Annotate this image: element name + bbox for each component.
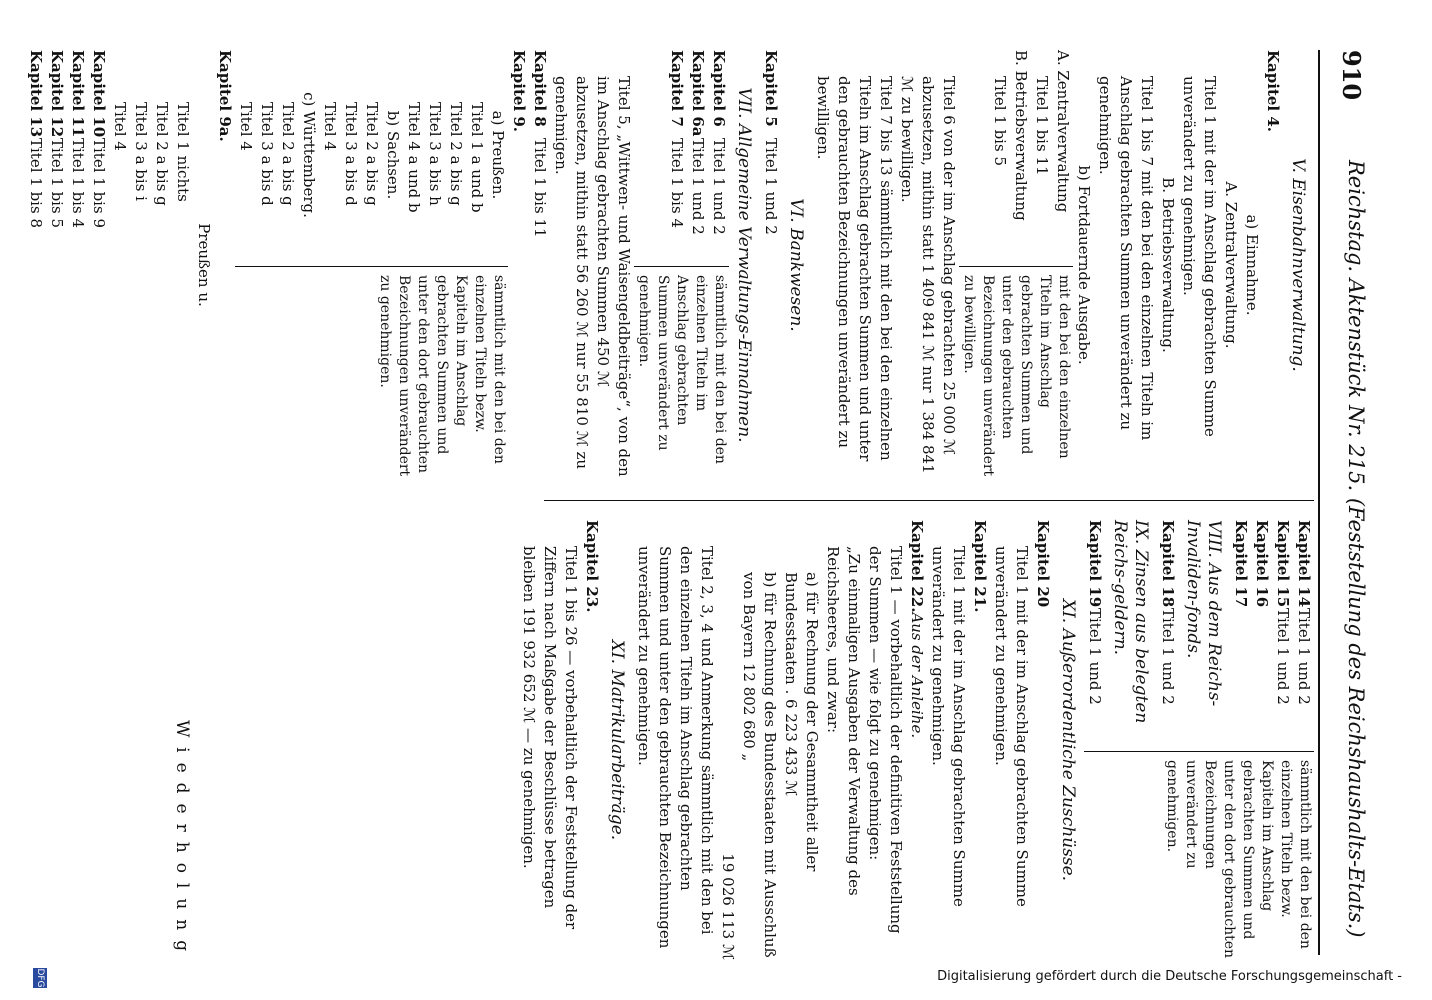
kapitel-18-label: Kapitel 18 <box>1159 520 1177 608</box>
kapitel-9a-heading: Kapitel 9a. <box>216 50 234 142</box>
kapitel-8-titel: Titel 1 bis 11 <box>531 138 549 238</box>
zentral-heading: A. Zentralverwaltung. <box>1222 181 1240 349</box>
kapitel-22-sum: 19 026 113 ℳ <box>719 853 737 960</box>
kapitel-4-heading: Kapitel 4. <box>1264 50 1282 132</box>
dfg-logo: DFG <box>35 968 45 988</box>
bracket-1-text: mit den bei den einzelnen Titeln im Anschlag gebrachten Summen und unter den gebrauchten Bezeichnungen unverändert zu bewilligen. <box>959 266 1073 480</box>
a-zentral-label: A. Zentralverwaltung <box>1054 50 1072 213</box>
kapitel-7-titel: Titel 1 bis 4 <box>668 138 686 228</box>
kapitel-6a-titel: Titel 1 und 2 <box>689 138 707 235</box>
b-betrieb-label: B. Betriebsverwaltung <box>1012 50 1030 221</box>
footer-word: Wiederholung <box>172 720 192 962</box>
kapitel-10-titel: Titel 1 bis 9 <box>90 138 108 228</box>
kapitel-22-item-a: a) für Rechnung der Gesammtheit aller Bundesstaaten . 6 223 433 ℳ <box>782 572 821 872</box>
pr-titel-4: Titel 4 <box>111 102 129 151</box>
page-number: 910 <box>1337 50 1366 101</box>
a-titel-label: Titel 1 bis 11 <box>1033 76 1051 176</box>
kapitel-22-quote: „Zu einmaligen Ausgaben der Verwaltung des Reichsheeres, und zwar: <box>824 546 863 896</box>
einnahme-heading: a) Einnahme. <box>1243 214 1261 316</box>
kapitel-5-titel: Titel 1 und 2 <box>762 138 780 235</box>
kapitel-16-label: Kapitel 16 <box>1253 520 1271 608</box>
bracket-group-1 <box>959 50 1073 480</box>
kapitel-11-label: Kapitel 11 <box>69 50 87 138</box>
kapitel-21-heading: Kapitel 21. <box>971 520 989 613</box>
section-vii-heading: VII. Allgemeine Verwaltungs-Einnahmen. <box>734 87 754 443</box>
page-header <box>1332 50 1372 950</box>
sachsen-label: b) Sachsen. <box>384 110 402 200</box>
kapitel-11-titel: Titel 1 bis 4 <box>69 138 87 228</box>
kapitel-21-text: Titel 1 mit der im Anschlag gebrachten Summe unverändert zu genehmigen. <box>929 546 968 907</box>
preussen-label: a) Preußen. <box>489 110 507 200</box>
titel-1-text: Titel 1 mit der im Anschlag gebrachten Summe unverändert zu genehmigen. <box>1180 76 1219 437</box>
b-titel-label: Titel 1 bis 5 <box>991 76 1009 166</box>
kapitel-22-text: Titel 1 — vorbehaltlich der definitiven Feststellung der Summen — wie folgt zu genehmigen: <box>866 546 905 934</box>
p-titel-1: Titel 1 a und b <box>468 102 486 213</box>
kapitel-20-text: Titel 1 mit der im Anschlag gebrachten Summe unverändert zu genehmigen. <box>992 546 1031 907</box>
bracket-2-text: sämmtlich mit den bei den einzelnen Titeln im Anschlag gebrachten Summen unverändert zu genehmigen. <box>634 266 729 480</box>
titel-7-text: Titel 7 bis 13 sämmtlich mit den bei den einzelnen Titeln im Anschlag gebrachten Summen und unter den gebrauchten Bezeichnungen unverändert zu bewilligen. <box>814 76 895 462</box>
kapitel-15-titel: Titel 1 und 2 <box>1274 608 1292 705</box>
kapitel-9-heading: Kapitel 9. <box>510 50 528 132</box>
kapitel-7-label: Kapitel 7 <box>668 50 686 127</box>
kapitel-23-heading: Kapitel 23. <box>583 520 601 613</box>
w-titel-2: Titel 2 a bis g <box>279 102 297 206</box>
w-titel-4: Titel 4 <box>237 102 255 151</box>
bracket-group-2 <box>634 50 729 480</box>
column-divider <box>544 500 1314 501</box>
s-titel-4: Titel 4 <box>321 102 339 151</box>
digitization-text: Digitalisierung gefördert durch die Deutsche Forschungsgemeinschaft - <box>937 969 1402 984</box>
kapitel-10-label: Kapitel 10 <box>90 50 108 138</box>
right-column <box>518 520 1314 960</box>
kapitel-23-text: Titel 1 bis 26 — vorbehaltlich der Feststellung der Ziffern nach Maßgabe der Beschlüsse betragen bleiben 191 932 652 ℳ — zu genehmigen. <box>520 546 580 930</box>
bracket-group-4 <box>1084 520 1314 960</box>
kapitel-8-label: Kapitel 8 <box>531 50 549 127</box>
kapitel-19-titel: Titel 1 und 2 <box>1086 608 1104 705</box>
page-title: Reichstag. Aktenstück Nr. 215. (Feststellung des Reichshaushalts-Etats.) <box>1344 160 1368 938</box>
pr-titel-1: Titel 1 nichts <box>174 102 192 202</box>
s-titel-3: Titel 3 a bis d <box>342 102 360 206</box>
titel-6-text: Titel 6 von der im Anschlag gebrachten 25 000 ℳ abzusetzen, mithin statt 1 409 841 ℳ nur 1 384 841 ℳ zu bewilligen. <box>898 76 958 474</box>
section-ix-heading: IX. Zinsen aus belegten Reichs-geldern. <box>1110 520 1151 724</box>
kapitel-17-label: Kapitel 17 <box>1232 520 1250 608</box>
kapitel-6-titel: Titel 1 und 2 <box>710 138 728 235</box>
section-vi-heading: VI. Bankwesen. <box>786 198 806 332</box>
kapitel-18-titel: Titel 1 und 2 <box>1159 608 1177 705</box>
kapitel-22-item-b: b) für Rechnung des Bundesstaaten mit Ausschluß von Bayern 12 802 680 „ <box>740 572 779 958</box>
header-rule <box>1318 50 1320 955</box>
bracket-group-3 <box>235 50 508 480</box>
digitization-strip <box>22 965 1402 991</box>
section-xi-a-heading: XI. Außerordentliche Zuschüsse. <box>1058 598 1078 882</box>
section-viii-heading: VIII. Aus dem Reichs-Invaliden-fonds. <box>1183 520 1224 707</box>
kapitel-13-label: Kapitel 13 <box>27 50 45 138</box>
bracket-3-text: sämmtlich mit den bei den einzelnen Titeln bezw. Kapiteln im Anschlag gebrachten Summen und unter den dort gebrauchten Bezeichnungen unverändert zu genehmigen. <box>235 266 508 480</box>
kapitel-6a-label: Kapitel 6a <box>689 50 707 137</box>
kapitel-20-heading: Kapitel 20 <box>1034 520 1052 608</box>
kapitel-12-label: Kapitel 12 <box>48 50 66 138</box>
bracket-4-text: sämmtlich mit den bei den einzelnen Titeln bezw. Kapiteln im Anschlag gebrachten Summen und unter den dort gebrauchten Bezeichnungen unverändert zu genehmigen. <box>1084 751 1314 960</box>
preussen-u-label: Preußen u. <box>195 223 213 307</box>
wuerttemberg-label: c) Württemberg. <box>300 92 318 218</box>
kapitel-6-label: Kapitel 6 <box>710 50 728 127</box>
p-titel-2: Titel 2 a bis g <box>447 102 465 206</box>
betrieb-heading: B. Betriebsverwaltung. <box>1159 177 1177 353</box>
p-titel-4: Titel 4 a und b <box>405 102 423 213</box>
kapitel-12-titel: Titel 1 bis 5 <box>48 138 66 228</box>
w-titel-3: Titel 3 a bis d <box>258 102 276 206</box>
kapitel-13-titel: Titel 1 bis 8 <box>27 138 45 228</box>
kapitel-22-subheading: Aus der Anleihe. <box>908 612 926 739</box>
kapitel-15-label: Kapitel 15 <box>1274 520 1292 608</box>
kapitel-14-label: Kapitel 14 <box>1295 520 1313 608</box>
kapitel-22-heading: Kapitel 22. <box>908 520 926 613</box>
section-xi-b-heading: XI. Matrikularbeiträge. <box>607 639 627 841</box>
titel-5-text: Titel 5, „Wittwen- und Waisengeldbeiträge“, von den im Anschlag gebrachten Summen 450 ℳ abzusetzen, mithin statt 56 260 ℳ nur 55 810 ℳ zu genehmigen. <box>552 76 633 477</box>
p-titel-3: Titel 3 a bis h <box>426 102 444 206</box>
left-column <box>25 50 1314 480</box>
kapitel-22-text-2: Titel 2, 3, 4 und Anmerkung sämmtlich mit den bei den einzelnen Titeln im Anschlag gebrachten Summen und unter den gebrauchten Bezeichnungen unverändert zu genehmigen. <box>635 546 716 949</box>
pr-titel-3: Titel 3 a bis i <box>132 102 150 201</box>
kapitel-19-label: Kapitel 19 <box>1086 520 1104 608</box>
kapitel-5-label: Kapitel 5 <box>762 50 780 127</box>
pr-titel-2: Titel 2 a bis g <box>153 102 171 206</box>
titel-1-bis-7-text: Titel 1 bis 7 mit den bei den einzelnen Titeln im Anschlag gebrachten Summen unverändert zu genehmigen. <box>1096 76 1156 441</box>
fortdauernd-heading: b) Fortdauernde Ausgabe. <box>1075 165 1093 365</box>
s-titel-2: Titel 2 a bis g <box>363 102 381 206</box>
kapitel-14-titel: Titel 1 und 2 <box>1295 608 1313 705</box>
section-v-heading: V. Eisenbahnverwaltung. <box>1288 158 1308 372</box>
